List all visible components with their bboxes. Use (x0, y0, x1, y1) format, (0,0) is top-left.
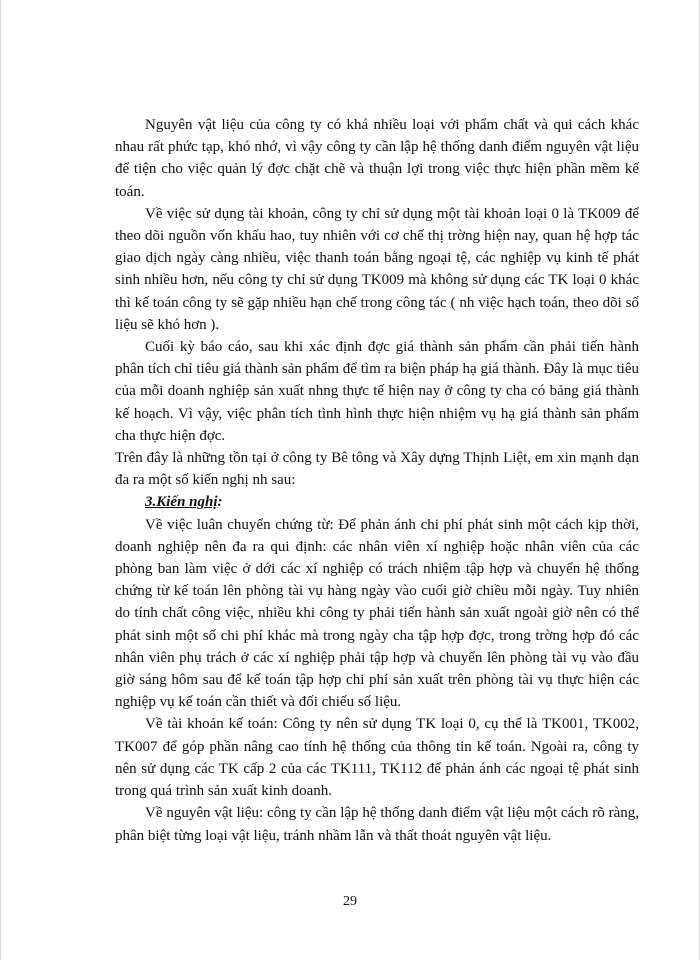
page-body (115, 114, 639, 847)
paragraph-intro: Trên đây là những tồn tại ở công ty Bê tông và Xây dựng Thịnh Liệt, em xin mạnh dạn đa ra một số kiến nghị nh sau: (115, 450, 639, 489)
paragraph-cost-analysis: Cuối kỳ báo cáo, sau khi xác định đợc giá thành sản phẩm cần phải tiến hành phân tích chỉ tiêu giá thành sản phẩm để tìm ra biện pháp hạ giá thành. Đây là mục tiêu của mỗi doanh nghiệp sản xuất nhng thực tế hiện nay ở công ty cha có bảng giá thành kế hoạch. Vì vậy, việc phân tích tình hình thực hiện nhiệm vụ hạ giá thành sản phẩm cha thực hiện đợc. (115, 339, 639, 444)
section-heading-label: 3.Kiến nghị (145, 494, 218, 511)
page-number: 29 (343, 894, 357, 909)
paragraph-accounting-accounts: Về tài khoản kế toán: Công ty nên sử dụng TK loại 0, cụ thể là TK001, TK002, TK007 để góp phần nâng cao tính hệ thống của thông tin kế toán. Ngoài ra, công ty nên sử dụng các TK cấp 2 của các TK111, TK112 để phản ánh các ngoại tệ phát sinh trong quá trình sản xuất kinh doanh. (115, 716, 639, 800)
paragraph-document-flow: Về việc luân chuyển chứng từ: Để phản ánh chi phí phát sinh một cách kịp thời, doanh nghiệp nên đa ra qui định: các nhân viên xí nghiệp hoặc nhân viên của các phòng ban làm việc ở dới các xí nghiệp có trách nhiệm tập hợp và chuyển hệ thống chứng từ kế toán lên phòng tài vụ hàng ngày vào cuối giờ chiều mỗi ngày. Tuy nhiên do tính chất công việc, nhiều khi công ty phải tiến hành sản xuất ngoài giờ nên có thể phát sinh một số chi phí khác mà trong ngày cha tập hợp đợc, trong trờng hợp đó các nhân viên phụ trách ở các xí nghiệp phải tập hợp và chuyển lên phòng tài vụ vào đầu giờ sáng hôm sau để kế toán tập hợp chi phí sản xuất trên phòng tài vụ thực hiện các nghiệp vụ kế toán cần thiết và đối chiếu số liệu. (115, 516, 639, 711)
paragraph-materials: Nguyên vật liệu của công ty có khá nhiều loại với phẩm chất và qui cách khác nhau rất phức tạp, khó nhớ, vì vậy công ty cần lập hệ thống danh điểm nguyên vật liệu để tiện cho việc quản lý đợc chặt chẽ và thuận lợi trong việc thực hiện phần mềm kế toán. (115, 117, 639, 200)
section-heading (115, 491, 639, 513)
paragraph-accounts-usage: Về việc sử dụng tài khoản, công ty chỉ sử dụng một tài khoản loại 0 là TK009 để theo dõi nguồn vốn khấu hao, tuy nhiên với cơ chế thị trờng hiện nay, quan hệ hợp tác giao dịch ngày càng nhiều, việc thanh toán bằng ngoại tệ, các nghiệp vụ kinh tế phát sinh nhiều hơn, nếu công ty chỉ sử dụng TK009 mà không sử dụng các TK loại 0 khác thì kế toán công ty sẽ gặp nhiều hạn chế trong công tác ( nh việc hạch toán, theo dõi số liệu sẽ khó hơn ). (115, 205, 639, 333)
paragraph-raw-materials: Về nguyên vật liệu: công ty cần lập hệ thống danh điểm vật liệu một cách rõ ràng, phân biệt từng loại vật liệu, tránh nhầm lẫn và thất thoát nguyên vật liệu. (115, 805, 639, 844)
section-heading-colon: : (217, 494, 223, 511)
